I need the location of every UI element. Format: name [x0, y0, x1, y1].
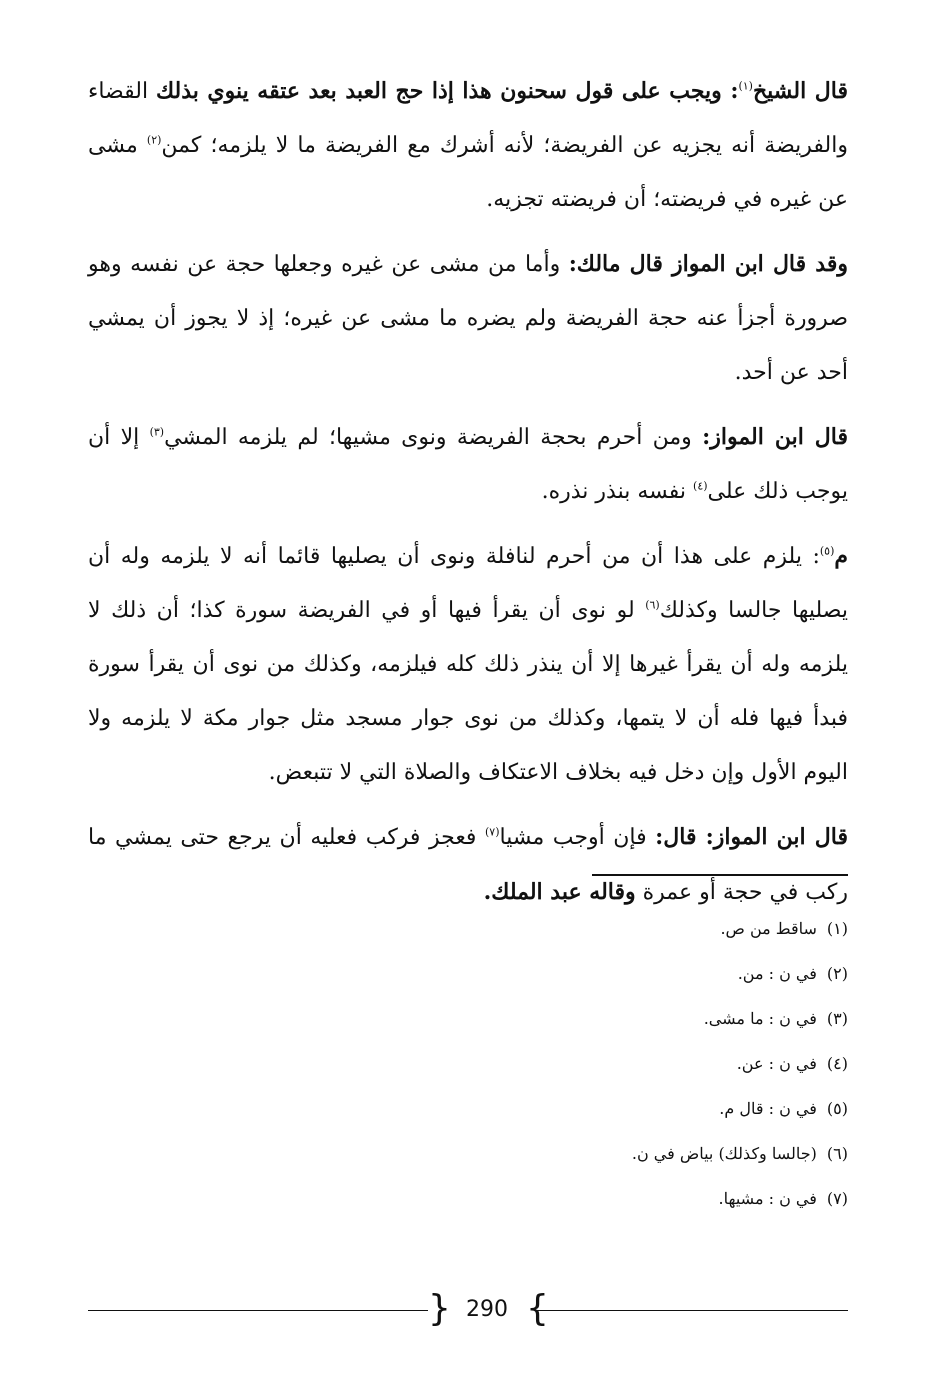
paragraph-text: فعجز فركب فعليه أن يرجع حتى يمشي ما ركب في حجة أو عمرة: [88, 825, 848, 905]
footnote-text: في ن : ما مشى.: [703, 1009, 817, 1028]
paragraph-text: ومن أحرم بحجة الفريضة ونوى مشيها؛ لم يلزمه المشي: [164, 425, 703, 450]
paragraph-lead: وقد قال ابن المواز قال مالك:: [568, 251, 848, 277]
paragraph-text: القضاء والفريضة أنه يجزيه عن الفريضة؛ لأنه أشرك مع الفريضة ما لا يلزمه؛ كمن: [88, 79, 848, 158]
footnote-number: (٢): [826, 964, 848, 983]
paragraph-1: [88, 64, 848, 227]
paragraph-4: [88, 529, 848, 800]
footnote-text: في ن : مشيها.: [718, 1189, 817, 1208]
paragraph-text: مشى عن غيره في فريضته؛ أن فريضته تجزيه.: [88, 133, 848, 212]
paragraph-text: فإن أوجب مشيا: [499, 825, 656, 850]
page-number: 290: [466, 1297, 508, 1322]
paragraph-emphasis: ويجب على قول سحنون هذا إذا حج العبد بعد عتقه ينوي بذلك: [155, 78, 731, 104]
footnote-number: (٤): [826, 1054, 848, 1073]
footnote-ref: (٥): [819, 544, 835, 558]
footnote-divider: [592, 874, 848, 876]
footnote-ref: (٦): [645, 598, 660, 612]
paragraph-5: [88, 810, 848, 920]
footnote-item: [148, 951, 848, 996]
paragraph-lead: قال ابن المواز:: [702, 424, 848, 450]
footnote-text: في ن : من.: [737, 964, 817, 983]
paragraph-colon: :: [730, 78, 739, 104]
footnote-item: [148, 1131, 848, 1176]
footnote-ref: (٢): [146, 133, 162, 147]
paragraph-lead: قال الشيخ: [752, 78, 848, 104]
footnote-text: (جالسا وكذلك) بياض في ن.: [631, 1144, 817, 1163]
paragraph-text: إلا أن يوجب ذلك على: [88, 425, 848, 504]
page-number-bracket-close: }: [526, 1288, 549, 1329]
footnote-item: [148, 1086, 848, 1131]
footnotes: [148, 906, 848, 1221]
footer-rule-left: [88, 1310, 428, 1311]
footnote-number: (٣): [826, 1009, 848, 1028]
main-text: [88, 64, 848, 930]
footnote-item: [148, 906, 848, 951]
footnote-text: ساقط من ص.: [720, 919, 817, 938]
footnote-text: في ن : قال م.: [719, 1099, 817, 1118]
footnote-ref: (٧): [484, 825, 500, 839]
footnote-number: (١): [826, 919, 848, 938]
paragraph-lead: م: [834, 543, 848, 569]
footnote-item: [148, 996, 848, 1041]
paragraph-text: نفسه بنذر نذره.: [541, 479, 694, 504]
footnote-text: في ن : عن.: [736, 1054, 817, 1073]
footer-rule-right: [536, 1310, 848, 1311]
footnote-item: [148, 1176, 848, 1221]
footnote-number: (٧): [826, 1189, 848, 1208]
page-number-bracket-open: {: [428, 1288, 451, 1329]
footnote-ref: (٤): [693, 479, 708, 493]
page-footer: [88, 1288, 848, 1334]
footnote-item: [148, 1041, 848, 1086]
paragraph-lead: قال ابن المواز: قال:: [655, 824, 849, 850]
paragraph-3: [88, 410, 848, 519]
footnote-number: (٥): [826, 1099, 848, 1118]
footnote-number: (٦): [826, 1144, 848, 1163]
footnote-ref: (٣): [149, 425, 165, 439]
paragraph-text: وأما من مشى عن غيره وجعلها حجة عن نفسه وهو صرورة أجزأ عنه حجة الفريضة ولم يضره ما مشى عن غيره؛ إذ لا يجوز أن يمشي أحد عن أحد.: [88, 252, 848, 385]
paragraph-2: [88, 237, 848, 400]
paragraph-emphasis: وقاله عبد الملك.: [483, 879, 636, 905]
footnote-ref: (١): [738, 79, 753, 93]
paragraph-text: لو نوى أن يقرأ فيها أو في الفريضة سورة كذا؛ أن ذلك لا يلزمه وله أن يقرأ غيرها إلا أن ينذر ذلك كله فيلزمه، وكذلك من نوى أن يقرأ سورة فبدأ فيها فله أن لا يتمها، وكذلك من نوى جوار مسجد مثل جوار مكة لا يلزمه ولا اليوم الأول وإن دخل فيه بخلاف الاعتكاف والصلاة التي لا تتبعض.: [88, 598, 848, 785]
paragraph-text: : يلزم على هذا أن من أحرم لنافلة ونوى أن يصليها قائما أنه لا يلزمه وله أن يصليها جالسا وكذلك: [88, 544, 848, 623]
